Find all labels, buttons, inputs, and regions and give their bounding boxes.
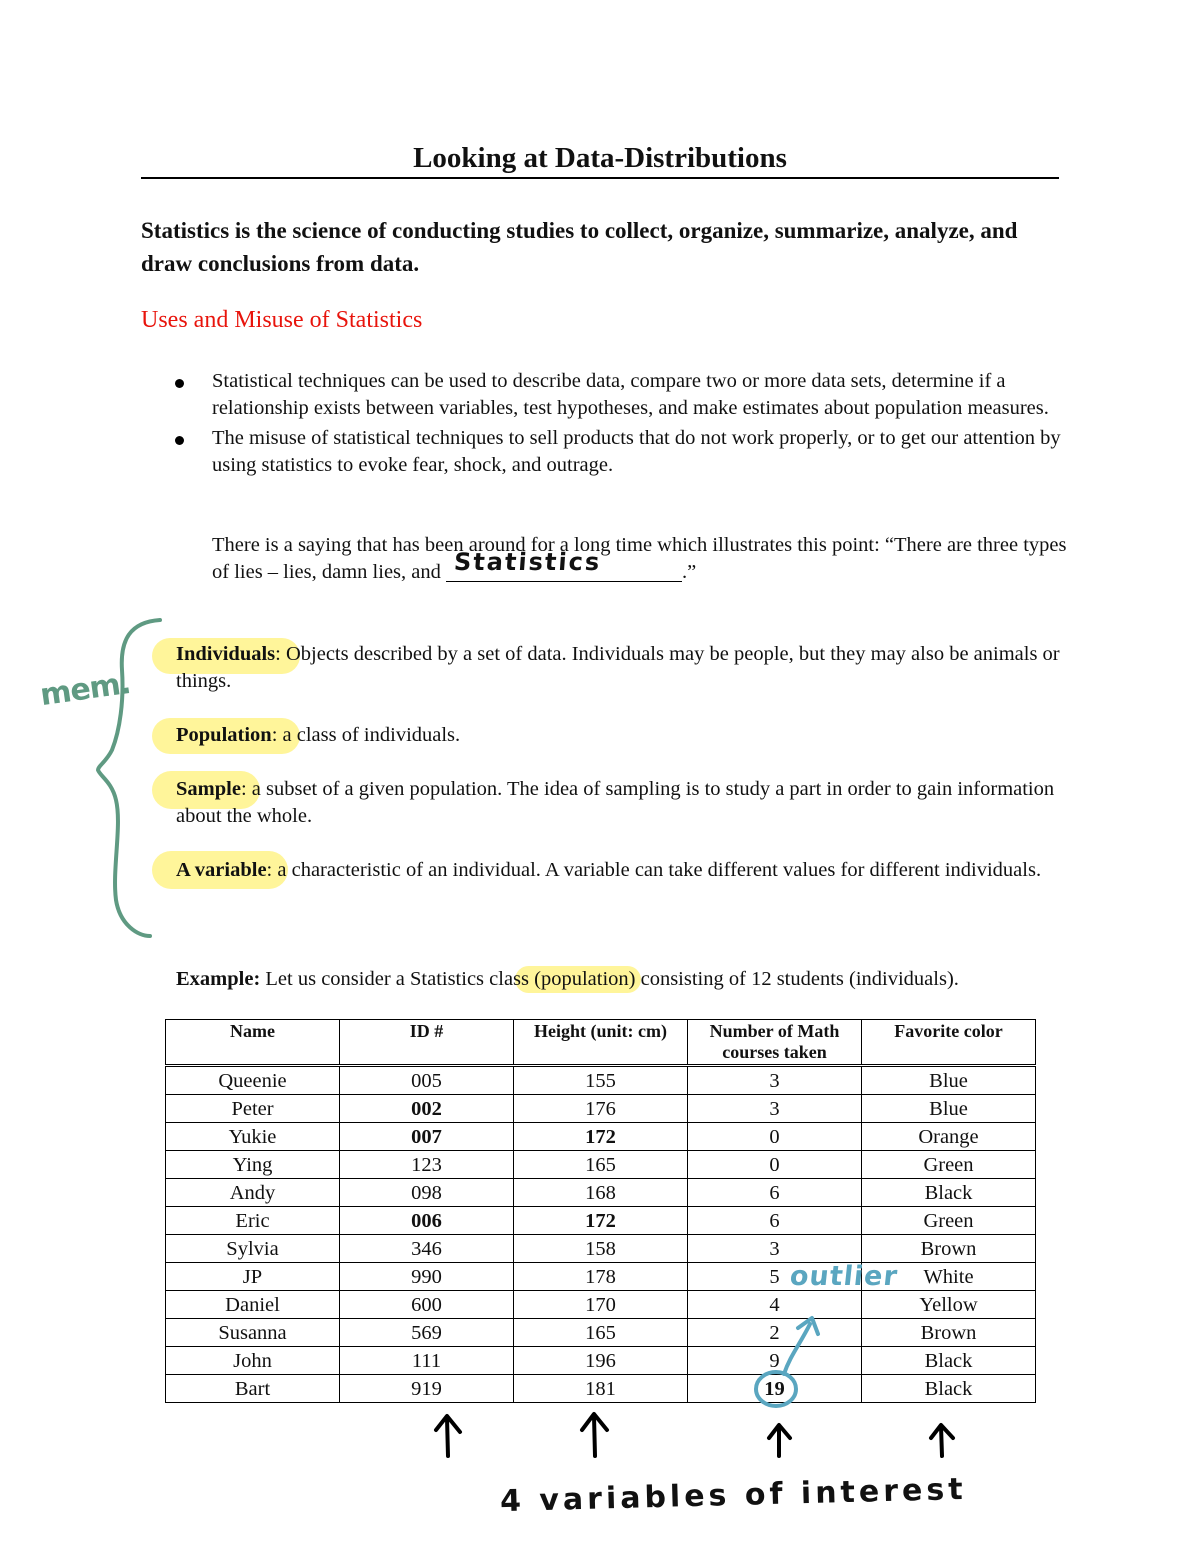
definition-sample (176, 776, 1066, 830)
column-header: ID # (340, 1020, 514, 1066)
table-cell: 0 (688, 1123, 862, 1151)
bullet-list (172, 368, 1062, 482)
column-header: Number of Math courses taken (688, 1020, 862, 1066)
table-cell: Daniel (166, 1291, 340, 1319)
table-row (166, 1263, 1036, 1291)
table-cell: 4 (688, 1291, 862, 1319)
table-row (166, 1347, 1036, 1375)
table-cell: 178 (514, 1263, 688, 1291)
table-cell: Orange (862, 1123, 1036, 1151)
fill-in-blank (446, 548, 682, 582)
table-cell: Black (862, 1375, 1036, 1403)
table-cell: Ying (166, 1151, 340, 1179)
table-cell: 19 (688, 1375, 862, 1403)
table-cell: 3 (688, 1235, 862, 1263)
table-row (166, 1179, 1036, 1207)
up-arrow-icon (760, 1420, 800, 1460)
column-header: Name (166, 1020, 340, 1066)
table-cell: 007 (340, 1123, 514, 1151)
table-cell: 172 (514, 1123, 688, 1151)
table-cell: 123 (340, 1151, 514, 1179)
table-cell: 5 (688, 1263, 862, 1291)
table-cell: 158 (514, 1235, 688, 1263)
table-cell: 165 (514, 1319, 688, 1347)
definition-individuals (176, 641, 1066, 695)
table-cell: Brown (862, 1319, 1036, 1347)
table-row (166, 1319, 1036, 1347)
table-cell: 2 (688, 1319, 862, 1347)
table-row (166, 1207, 1036, 1235)
table-cell: Peter (166, 1095, 340, 1123)
table-cell: 006 (340, 1207, 514, 1235)
table-cell: Sylvia (166, 1235, 340, 1263)
table-cell: 600 (340, 1291, 514, 1319)
table-cell: John (166, 1347, 340, 1375)
saying-end: .” (682, 561, 697, 583)
definition-text: : Objects described by a set of data. Individuals may be people, but they may also be animals or things. (176, 643, 1060, 692)
table-cell: 990 (340, 1263, 514, 1291)
table-cell: 168 (514, 1179, 688, 1207)
section-heading: Uses and Misuse of Statistics (141, 307, 423, 333)
table-cell: Yukie (166, 1123, 340, 1151)
table-cell: 002 (340, 1095, 514, 1123)
table-row (166, 1066, 1036, 1095)
definitions-list (176, 641, 1066, 911)
table-cell: Blue (862, 1095, 1036, 1123)
definition-term: Individuals (176, 643, 276, 665)
table-cell: Blue (862, 1066, 1036, 1095)
table-cell: 170 (514, 1291, 688, 1319)
table-cell: Black (862, 1347, 1036, 1375)
table-cell: Bart (166, 1375, 340, 1403)
definition-text: : a class of individuals. (271, 724, 461, 746)
table-header-row (166, 1020, 1036, 1066)
example-label: Example: (176, 968, 261, 990)
table-row (166, 1375, 1036, 1403)
table-cell: 6 (688, 1207, 862, 1235)
table-cell: Green (862, 1207, 1036, 1235)
table-cell: 181 (514, 1375, 688, 1403)
table-cell: 111 (340, 1347, 514, 1375)
up-arrow-icon (574, 1408, 614, 1460)
table-cell: Eric (166, 1207, 340, 1235)
table-cell: 172 (514, 1207, 688, 1235)
table-body (166, 1066, 1036, 1403)
table-cell: 0 (688, 1151, 862, 1179)
table-cell: 346 (340, 1235, 514, 1263)
table-cell: 3 (688, 1095, 862, 1123)
column-header: Height (unit: cm) (514, 1020, 688, 1066)
table-cell: JP (166, 1263, 340, 1291)
handwritten-answer: Statistics (453, 548, 603, 576)
table-row (166, 1235, 1036, 1263)
definition-term: Population (176, 724, 272, 746)
statistics-definition: Statistics is the science of conducting studies to collect, organize, summarize, analyze, and draw conclusions from data. (141, 218, 1018, 276)
bullet-text: The misuse of statistical techniques to sell products that do not work properly, or to get our attention by using statistics to evoke fear, shock, and outrage. (212, 427, 1061, 476)
saying-text: There is a saying that has been around for a long time which illustrates this point: “There are three types of lies – lies, damn lies, and (212, 534, 1067, 583)
table-cell: 6 (688, 1179, 862, 1207)
table-cell: 9 (688, 1347, 862, 1375)
table-cell: Queenie (166, 1066, 340, 1095)
table-cell: 196 (514, 1347, 688, 1375)
table-cell: 155 (514, 1066, 688, 1095)
definition-population (176, 722, 1066, 749)
example-paragraph (176, 966, 1056, 992)
bullet-text: Statistical techniques can be used to describe data, compare two or more data sets, determine if a relationship exists between variables, test hypotheses, and make estimates about population measures. (212, 370, 1049, 419)
definition-text: : a subset of a given population. The idea of sampling is to study a part in order to gain information about the whole. (176, 778, 1055, 827)
table-cell: 005 (340, 1066, 514, 1095)
table-row (166, 1151, 1036, 1179)
table-row (166, 1291, 1036, 1319)
up-arrow-icon (922, 1420, 962, 1460)
bullet-item (172, 368, 1062, 422)
table-cell: Yellow (862, 1291, 1036, 1319)
table-cell: 919 (340, 1375, 514, 1403)
bullet-dot-icon (175, 436, 184, 445)
table-cell: 176 (514, 1095, 688, 1123)
table-cell: Black (862, 1179, 1036, 1207)
margin-note: mem. (38, 665, 133, 714)
example-text-end: consisting of 12 students (individuals). (635, 968, 959, 990)
table-cell: Green (862, 1151, 1036, 1179)
table-cell: 165 (514, 1151, 688, 1179)
table-cell: Andy (166, 1179, 340, 1207)
table-cell: 098 (340, 1179, 514, 1207)
bottom-note: 4 variables of interest (499, 1471, 968, 1520)
example-text: Let us consider a Statistics clas (260, 968, 522, 990)
student-data-table (165, 1019, 1036, 1403)
population-highlight: s (population) (521, 968, 636, 990)
definition-variable (176, 857, 1066, 884)
definition-term: Sample (176, 778, 241, 800)
table-cell: White (862, 1263, 1036, 1291)
bullet-item (172, 425, 1062, 479)
bullet-dot-icon (175, 379, 184, 388)
table-cell: 3 (688, 1066, 862, 1095)
definition-term: A variable (176, 859, 267, 881)
table-row (166, 1095, 1036, 1123)
up-arrow-icon (428, 1410, 468, 1460)
page-title: Looking at Data-Distributions (141, 142, 1059, 179)
table-cell: Brown (862, 1235, 1036, 1263)
saying-paragraph (212, 532, 1072, 586)
table-cell: Susanna (166, 1319, 340, 1347)
definition-text: : a characteristic of an individual. A variable can take different values for different individuals. (266, 859, 1042, 881)
table-row (166, 1123, 1036, 1151)
table-cell: 569 (340, 1319, 514, 1347)
outlier-note: outlier (788, 1261, 900, 1292)
column-header: Favorite color (862, 1020, 1036, 1066)
